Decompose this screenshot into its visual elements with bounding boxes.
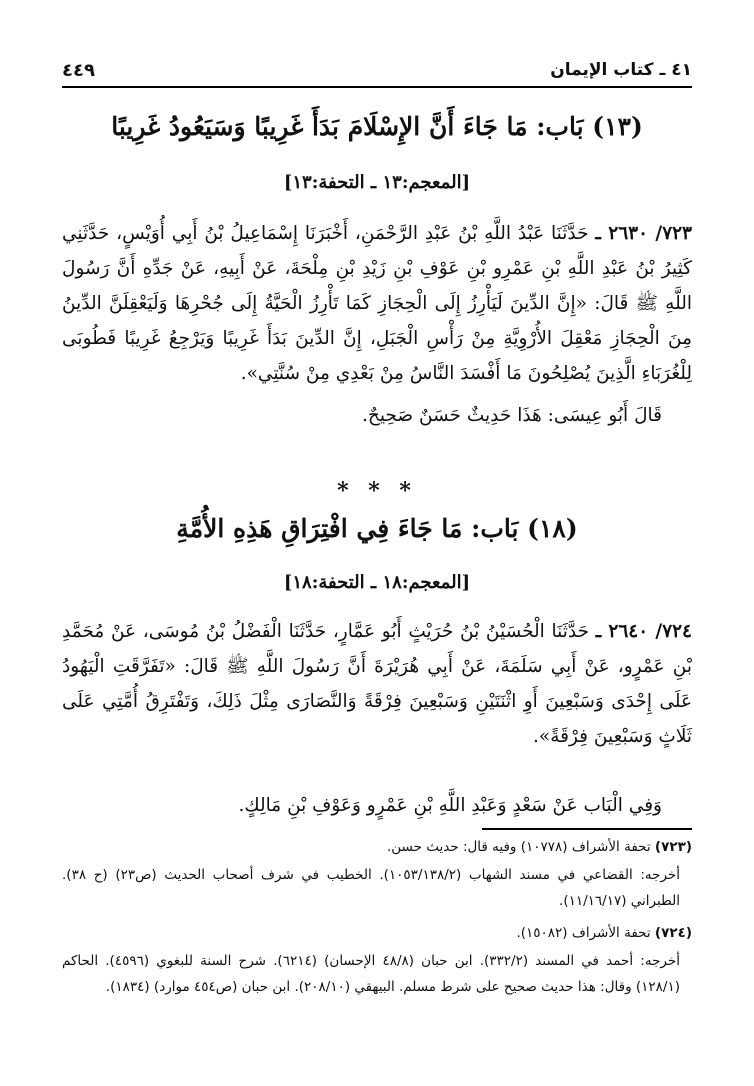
- section-13-heading: (١٣) بَاب: مَا جَاءَ أَنَّ الإِسْلَامَ بَدَأَ غَرِيبًا وَسَيَعُودُ غَرِيبًا: [111, 112, 643, 141]
- footnote-text: أخرجه: أحمد في المسند (٣٣٢/٢). ابن حبان (٤٨/٨ الإحسان) (٦٢١٤). شرح السنة للبغوي (٤٥٩٦). الحاكم (١٢٨/١) وقال: هذا حديث صحيح على شرط مسلم. البيهقي (٢٠٨/١٠). ابن حبان (ص٤٥٤ موارد) (١٨٣٤).: [62, 953, 680, 995]
- footnote-text: تحفة الأشراف (١٠٧٧٨) وفيه قال: حديث حسن.: [386, 839, 651, 855]
- hadith-724-note: وَفِي الْبَاب عَنْ سَعْدٍ وَعَبْدِ اللَّهِ بْنِ عَمْرٍو وَعَوْفِ بْنِ مَالِكٍ.: [238, 795, 662, 816]
- hadith-723-number: ٧٢٣/ ٢٦٣٠ ـ: [595, 223, 692, 244]
- section-separator: * * *: [337, 478, 417, 504]
- footnote-rule: [482, 828, 692, 830]
- hadith-723: [62, 216, 692, 391]
- footnote-number: (٧٢٤): [654, 925, 692, 941]
- hadith-724-number: ٧٢٤/ ٢٦٤٠ ـ: [595, 621, 692, 642]
- section-18-reference: [المعجم:١٨ ـ التحفة:١٨]: [283, 572, 471, 593]
- hadith-723-grading: قَالَ أَبُو عِيسَى: هَذَا حَدِيثٌ حَسَنٌ صَحِيحٌ.: [362, 405, 662, 426]
- section-13-reference: [المعجم:١٣ ـ التحفة:١٣]: [283, 172, 471, 193]
- footnote-724-takhrij: [62, 948, 680, 1000]
- running-header: [62, 60, 692, 86]
- section-18-heading: (١٨) بَاب: مَا جَاءَ فِي افْتِرَاقِ هَذِهِ الأُمَّةِ: [176, 514, 578, 543]
- hadith-723-text: حَدَّثَنَا عَبْدُ اللَّهِ بْنُ عَبْدِ الرَّحْمَنِ، أَخْبَرَنَا إِسْمَاعِيلُ بْنُ أَبِي أُوَيْسٍ، حَدَّثَنِي كَثِيرُ بْنُ عَبْدِ اللَّهِ بْنِ عَمْرِو بْنِ عَوْفِ بْنِ زَيْدِ بْنِ مِلْحَةَ، عَنْ أَبِيهِ، عَنْ جَدِّهِ أَنَّ رَسُولَ اللَّهِ ﷺ قَالَ: «إِنَّ الدِّينَ لَيَأْرِزُ إِلَى الْحِجَازِ كَمَا تَأْرِزُ الْحَيَّةُ إِلَى جُحْرِهَا وَلَيَعْقِلَنَّ الدِّينُ مِنَ الْحِجَازِ مَعْقِلَ الأُرْوِيَّةِ مِنْ رَأْسِ الْجَبَلِ، إِنَّ الدِّينَ بَدَأَ غَرِيبًا وَيَرْجِعُ غَرِيبًا فَطُوبَى لِلْغُرَبَاءِ الَّذِينَ يُصْلِحُونَ مَا أَفْسَدَ النَّاسُ مِنْ بَعْدِي مِنْ سُنَّتِي».: [62, 223, 692, 384]
- footnote-text: تحفة الأشراف (١٥٠٨٢).: [516, 925, 651, 941]
- hadith-724-text: حَدَّثَنَا الْحُسَيْنُ بْنُ حُرَيْثٍ أَبُو عَمَّارٍ، حَدَّثَنَا الْفَضْلُ بْنُ مُوسَى، عَنْ مُحَمَّدِ بْنِ عَمْرٍو، عَنْ أَبِي سَلَمَةَ، عَنْ أَبِي هُرَيْرَةَ أَنَّ رَسُولَ اللَّهِ ﷺ قَالَ: «تَفَرَّقَتِ الْيَهُودُ عَلَى إِحْدَى وَسَبْعِينَ أَوِ اثْنَتَيْنِ وَسَبْعِينَ فِرْقَةً وَالنَّصَارَى مِثْلَ ذَلِكَ، وَتَفْتَرِقُ أُمَّتِي عَلَى ثَلَاثٍ وَسَبْعِينَ فِرْقَةً».: [62, 621, 692, 747]
- footnote-723-source: [62, 834, 692, 860]
- footnote-724-source: [62, 920, 692, 946]
- footnote-723-takhrij: [62, 862, 680, 914]
- chapter-title: ٤١ ـ كتاب الإيمان: [550, 60, 692, 80]
- hadith-724: [62, 614, 692, 754]
- page-number: ٤٤٩: [62, 60, 95, 81]
- footnote-number: (٧٢٣): [654, 839, 692, 855]
- header-rule: [62, 86, 692, 88]
- footnote-text: أخرجه: القضاعي في مسند الشهاب (١٠٥٣/١٣٨/٢). الخطيب في شرف أصحاب الحديث (ص٢٣) (ح ٣٨). الطبراني (١١/١٦/١٧).: [62, 867, 681, 909]
